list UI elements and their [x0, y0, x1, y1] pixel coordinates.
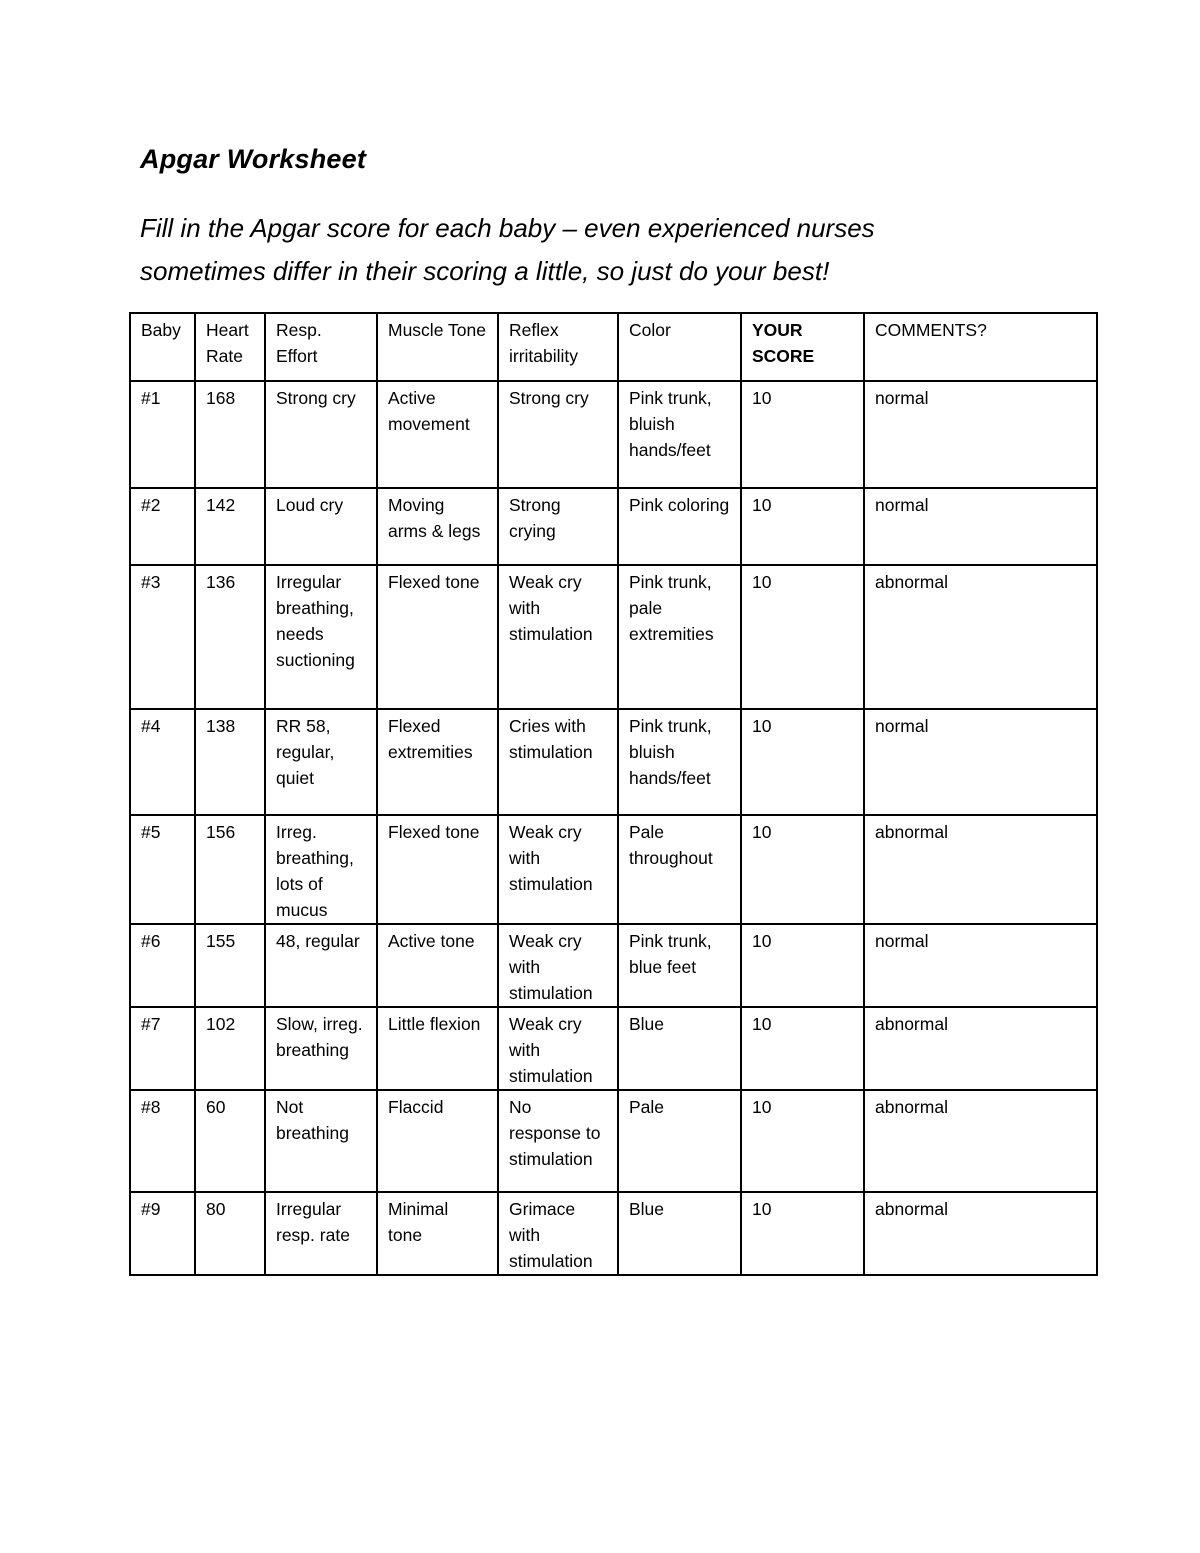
cell-muscle-tone: Flexed extremities [377, 709, 498, 815]
cell-color: Pink trunk, bluish hands/feet [618, 381, 741, 488]
cell-color: Pink coloring [618, 488, 741, 565]
table-header-row [130, 313, 1097, 381]
cell-score[interactable]: 10 [741, 709, 864, 815]
table-row [130, 381, 1097, 488]
cell-color: Pink trunk, bluish hands/feet [618, 709, 741, 815]
cell-comments[interactable]: normal [864, 488, 1097, 565]
cell-heart-rate: 138 [195, 709, 265, 815]
cell-score[interactable]: 10 [741, 1007, 864, 1090]
cell-resp-effort: RR 58, regular, quiet [265, 709, 377, 815]
instructions-line-2: sometimes differ in their scoring a little, so just do your best! [140, 256, 830, 286]
header-comments: COMMENTS? [864, 313, 1097, 381]
table-row [130, 565, 1097, 709]
cell-heart-rate: 142 [195, 488, 265, 565]
cell-score[interactable]: 10 [741, 381, 864, 488]
cell-score[interactable]: 10 [741, 1192, 864, 1275]
table-row [130, 1007, 1097, 1090]
cell-baby: #4 [130, 709, 195, 815]
header-resp-effort: Resp. Effort [265, 313, 377, 381]
cell-muscle-tone: Flaccid [377, 1090, 498, 1192]
cell-score[interactable]: 10 [741, 924, 864, 1007]
cell-color: Pink trunk, pale extremities [618, 565, 741, 709]
cell-resp-effort: Irreg. breathing, lots of mucus [265, 815, 377, 924]
cell-reflex: No response to stimulation [498, 1090, 618, 1192]
cell-heart-rate: 60 [195, 1090, 265, 1192]
cell-reflex: Cries with stimulation [498, 709, 618, 815]
cell-muscle-tone: Little flexion [377, 1007, 498, 1090]
cell-heart-rate: 155 [195, 924, 265, 1007]
cell-muscle-tone: Active tone [377, 924, 498, 1007]
cell-baby: #1 [130, 381, 195, 488]
cell-heart-rate: 80 [195, 1192, 265, 1275]
cell-resp-effort: Irregular resp. rate [265, 1192, 377, 1275]
cell-heart-rate: 156 [195, 815, 265, 924]
cell-resp-effort: Irregular breathing, needs suctioning [265, 565, 377, 709]
cell-muscle-tone: Flexed tone [377, 565, 498, 709]
cell-reflex: Weak cry with stimulation [498, 1007, 618, 1090]
header-baby: Baby [130, 313, 195, 381]
cell-reflex: Strong crying [498, 488, 618, 565]
cell-reflex: Weak cry with stimulation [498, 815, 618, 924]
cell-resp-effort: Loud cry [265, 488, 377, 565]
cell-score[interactable]: 10 [741, 1090, 864, 1192]
table-row [130, 815, 1097, 924]
table-row [130, 709, 1097, 815]
cell-baby: #3 [130, 565, 195, 709]
cell-baby: #7 [130, 1007, 195, 1090]
table-row [130, 1090, 1097, 1192]
cell-comments[interactable]: abnormal [864, 1090, 1097, 1192]
cell-comments[interactable]: abnormal [864, 1192, 1097, 1275]
table-row [130, 1192, 1097, 1275]
cell-color: Pale throughout [618, 815, 741, 924]
cell-color: Blue [618, 1192, 741, 1275]
cell-baby: #6 [130, 924, 195, 1007]
cell-heart-rate: 102 [195, 1007, 265, 1090]
cell-muscle-tone: Moving arms & legs [377, 488, 498, 565]
cell-color: Blue [618, 1007, 741, 1090]
cell-comments[interactable]: abnormal [864, 1007, 1097, 1090]
instructions-line-1: Fill in the Apgar score for each baby – even experienced nurses [140, 213, 875, 243]
cell-color: Pale [618, 1090, 741, 1192]
worksheet-instructions [140, 207, 1100, 293]
cell-score[interactable]: 10 [741, 488, 864, 565]
cell-heart-rate: 168 [195, 381, 265, 488]
cell-resp-effort: 48, regular [265, 924, 377, 1007]
header-reflex: Reflex irritability [498, 313, 618, 381]
header-score: YOUR SCORE [741, 313, 864, 381]
cell-comments[interactable]: normal [864, 381, 1097, 488]
cell-reflex: Grimace with stimulation [498, 1192, 618, 1275]
cell-baby: #8 [130, 1090, 195, 1192]
table-row [130, 924, 1097, 1007]
cell-resp-effort: Slow, irreg. breathing [265, 1007, 377, 1090]
cell-baby: #9 [130, 1192, 195, 1275]
cell-baby: #5 [130, 815, 195, 924]
cell-color: Pink trunk, blue feet [618, 924, 741, 1007]
worksheet-title: Apgar Worksheet [140, 144, 367, 174]
cell-score[interactable]: 10 [741, 565, 864, 709]
cell-comments[interactable]: normal [864, 709, 1097, 815]
cell-comments[interactable]: abnormal [864, 565, 1097, 709]
cell-comments[interactable]: abnormal [864, 815, 1097, 924]
cell-muscle-tone: Minimal tone [377, 1192, 498, 1275]
cell-muscle-tone: Flexed tone [377, 815, 498, 924]
cell-reflex: Strong cry [498, 381, 618, 488]
cell-reflex: Weak cry with stimulation [498, 924, 618, 1007]
cell-comments[interactable]: normal [864, 924, 1097, 1007]
table-row [130, 488, 1097, 565]
header-muscle-tone: Muscle Tone [377, 313, 498, 381]
cell-score[interactable]: 10 [741, 815, 864, 924]
cell-resp-effort: Not breathing [265, 1090, 377, 1192]
header-heart-rate: Heart Rate [195, 313, 265, 381]
cell-muscle-tone: Active movement [377, 381, 498, 488]
cell-heart-rate: 136 [195, 565, 265, 709]
header-color: Color [618, 313, 741, 381]
cell-reflex: Weak cry with stimulation [498, 565, 618, 709]
apgar-table [129, 312, 1098, 1276]
cell-resp-effort: Strong cry [265, 381, 377, 488]
cell-baby: #2 [130, 488, 195, 565]
